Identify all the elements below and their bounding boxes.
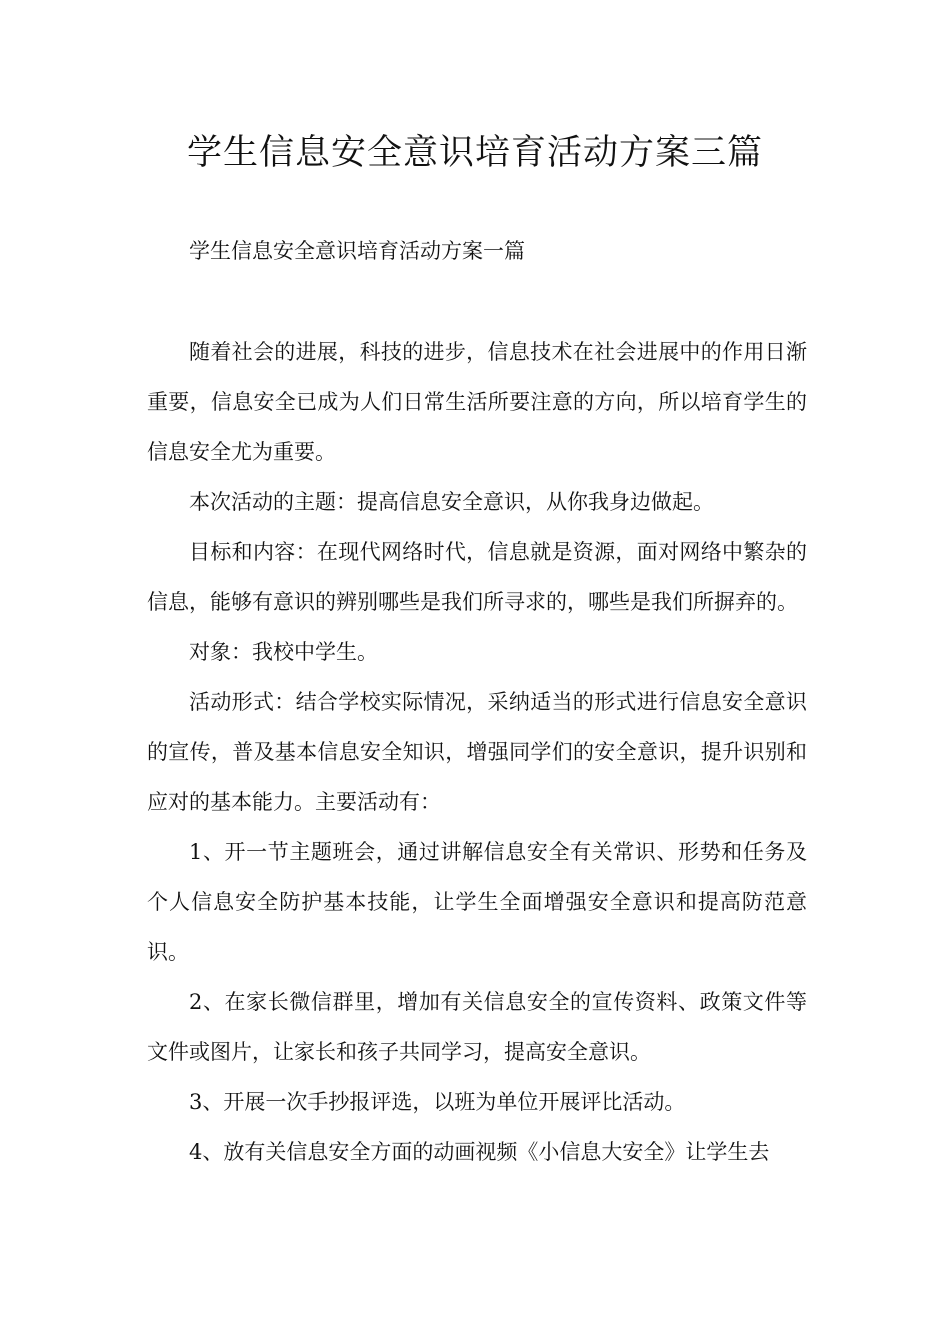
list-item-1: 1、开一节主题班会，通过讲解信息安全有关常识、形势和任务及个人信息安全防护基本技能，让学生全面增强安全意识和提高防范意识。: [147, 840, 807, 964]
list-item-3: 3、开展一次手抄报评选，以班为单位开展评比活动。: [189, 1090, 686, 1114]
paragraph-theme: 本次活动的主题：提高信息安全意识，从你我身边做起。: [189, 490, 714, 514]
paragraph-format: 活动形式：结合学校实际情况，采纳适当的形式进行信息安全意识的宣传，普及基本信息安全知识，增强同学们的安全意识，提升识别和应对的基本能力。主要活动有：: [147, 690, 807, 814]
list-item-2: 2、在家长微信群里，增加有关信息安全的宣传资料、政策文件等文件或图片，让家长和孩子共同学习，提高安全意识。: [147, 990, 807, 1064]
paragraph-goals: 目标和内容：在现代网络时代，信息就是资源，面对网络中繁杂的信息，能够有意识的辨别哪些是我们所寻求的，哪些是我们所摒弃的。: [147, 540, 807, 614]
list-item-4: 4、放有关信息安全方面的动画视频《小信息大安全》让学生去: [189, 1140, 770, 1164]
paragraph-intro: 随着社会的进展，科技的进步，信息技术在社会进展中的作用日渐重要，信息安全已成为人们日常生活所要注意的方向，所以培育学生的信息安全尤为重要。: [147, 340, 807, 464]
document-title: 学生信息安全意识培育活动方案三篇: [186, 133, 763, 173]
paragraph-audience: 对象：我校中学生。: [189, 640, 378, 664]
document-body: [147, 327, 807, 1177]
section-subtitle: 学生信息安全意识培育活动方案一篇: [189, 239, 525, 263]
